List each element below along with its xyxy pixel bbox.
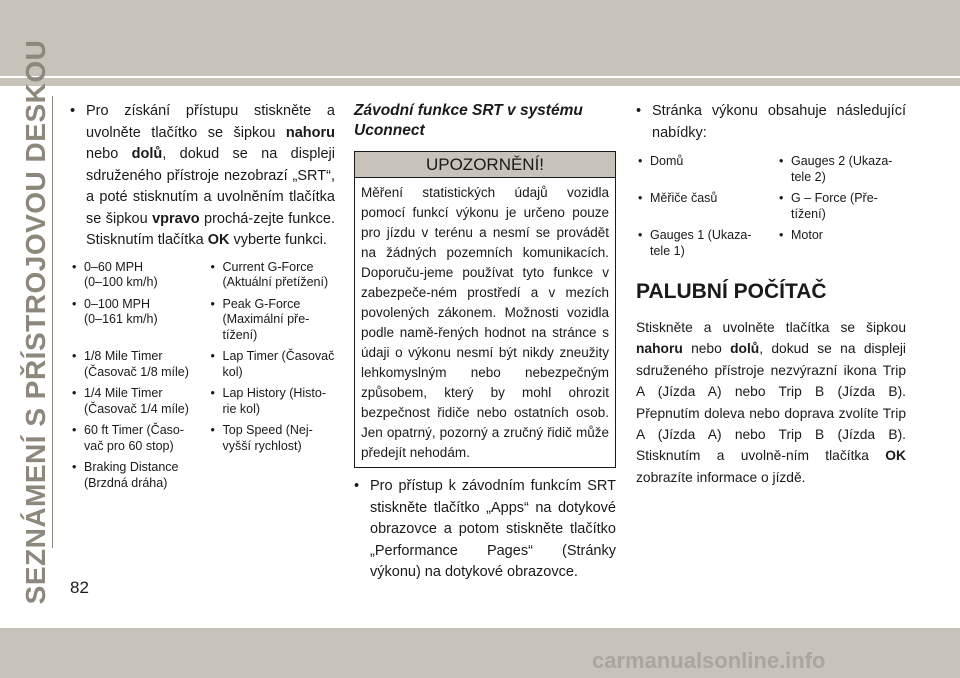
trip-computer-text	[636, 317, 906, 488]
list-item	[70, 460, 203, 491]
list-item	[70, 297, 203, 344]
apps-instructions: • Pro přístup k závodním funkcím SRT stiskněte tlačítko „Apps“ na dotykové obrazovce a potom stiskněte tlačítko „Performance Pages“ (Stránky výkonu) na dotykové obrazovce.	[354, 476, 616, 584]
item-line: rie kol)	[222, 401, 261, 416]
list-item	[70, 349, 203, 380]
bold-text: dolů	[730, 341, 760, 357]
item-line: kol)	[222, 364, 243, 379]
list-item	[209, 349, 342, 380]
item-line: • G – Force (Pře-	[791, 191, 878, 205]
item-line: • 1/8 Mile Timer	[84, 349, 163, 363]
item-line: • Měřiče časů	[650, 191, 718, 205]
item-line: (Maximální pře-tížení)	[222, 312, 310, 342]
list-item	[70, 260, 203, 291]
text: nebo	[86, 146, 132, 162]
list-item	[209, 423, 342, 454]
bold-text: OK	[885, 448, 906, 464]
list-item	[209, 297, 342, 344]
warning-text: Měření statistických údajů vozidla pomocí funkcí výkonu je určeno pouze pro jízdu v terénu a nesmí se provádět na žádných pozemních komunikacích. Doporuču-jeme používat tyto funkce v zabezpeče-ném prostředí a v mezích povolených zákonem. Možnosti vozidla podle namě-řených hodnot na stránce s údaji o výkonu nesmí být nikdy zneužity lehkomyslným nebo nebezpečným způsobem, který by mohl ohrozit bezpečnost řidiče nebo ostatních osob. Jen opatrný, pozorný a zručný řidič může předejít nehodám.	[361, 185, 609, 460]
item-line: tele 2)	[791, 169, 826, 184]
item-line: • Gauges 2 (Ukaza-	[791, 154, 893, 168]
item-line: • Lap History (Histo-	[222, 386, 326, 400]
item-line: (Brzdná dráha)	[84, 475, 168, 490]
item-line: • 60 ft Timer (Časo-	[84, 423, 185, 437]
section-heading: Závodní funkce SRT v systému Uconnect	[354, 102, 583, 139]
sidebar-rule	[52, 96, 53, 548]
list-item	[636, 228, 771, 259]
item-line: • Motor	[791, 228, 823, 242]
page-number: 82	[70, 578, 89, 597]
item-line: (Aktuální přetížení)	[222, 275, 329, 289]
item-line: • 1/4 Mile Timer	[84, 386, 163, 400]
list-item	[636, 191, 771, 222]
item-line: • Gauges 1 (Ukaza-	[650, 228, 752, 242]
item-line: tížení)	[791, 206, 826, 221]
list-item	[70, 386, 203, 417]
list-item	[777, 228, 912, 259]
item-line: (Časovač 1/4 míle)	[84, 401, 189, 416]
bold-text: OK	[207, 232, 230, 248]
item-line: • Domů	[650, 154, 684, 168]
bold-text: vpravo	[152, 210, 200, 227]
item-line: • Top Speed (Nej-	[222, 423, 313, 437]
trip-computer-heading: PALUBNÍ POČÍTAČ	[636, 280, 827, 303]
list-item	[70, 423, 203, 454]
text: , dokud se na displeji sdruženého přístroje nezobrazí „SRT“, a poté stisknutím a uvolněním tlačítka se šipkou	[86, 146, 335, 227]
bold-text: dolů	[131, 146, 163, 162]
bold-text: nahoru	[285, 124, 335, 141]
warning-box	[354, 151, 616, 468]
section-sidebar	[20, 39, 52, 605]
column-left	[70, 101, 335, 491]
list-item	[209, 386, 342, 417]
access-instructions	[70, 101, 335, 252]
warning-title: UPOZORNĚNÍ!	[355, 152, 615, 178]
text: zobrazíte informace o jízdě.	[636, 469, 806, 485]
item-line: • Lap Timer (Časovač	[222, 349, 335, 363]
list-item	[777, 154, 912, 185]
list-item	[636, 154, 771, 185]
item-line: • 0–60 MPH	[84, 259, 144, 274]
srt-feature-list	[70, 260, 335, 492]
item-line: tele 1)	[650, 243, 685, 258]
text: , dokud se na displeji sdruženého přístroje nezvýrazní ikona Trip A (Jízda A) nebo Trip B (Jízda B). Přepnutím doleva nebo doprava zvolíte Trip A (Jízda A) nebo Trip B (Jízda B). Stisknutím a uvolně-ním tlačítka	[636, 341, 906, 464]
watermark: carmanualsonline.info	[592, 648, 826, 673]
performance-page-intro: • Stránka výkonu obsahuje následující nabídky:	[636, 101, 906, 144]
item-line: vač pro 60 stop)	[84, 438, 174, 453]
header-rule	[0, 76, 960, 78]
list-item	[777, 191, 912, 222]
item-line: (0–100 km/h)	[84, 275, 158, 289]
item-line: (0–161 km/h)	[84, 312, 158, 326]
text: prochá-zejte funkce. Stisknutím tlačítka	[86, 210, 335, 248]
text: vyberte funkci.	[229, 232, 327, 248]
column-right	[636, 101, 906, 488]
text: Pro získání přístupu stiskněte a uvolněte tlačítko se šipkou	[86, 103, 335, 141]
section-title: SEZNÁMENÍ S PŘÍSTROJOVOU DESKOU	[20, 39, 51, 605]
item-line: • Peak G-Force	[222, 296, 301, 311]
item-line: • 0–100 MPH	[84, 296, 151, 311]
item-line: • Current G-Force	[222, 259, 314, 274]
bold-text: nahoru	[636, 341, 683, 357]
item-line: vyšší rychlost)	[222, 438, 302, 453]
item-line: • Braking Distance	[84, 460, 179, 474]
item-line: (Časovač 1/8 míle)	[84, 364, 189, 379]
text: nebo	[682, 341, 731, 357]
header-band	[0, 0, 960, 86]
text: Stiskněte a uvolněte tlačítka se šipkou	[636, 320, 906, 335]
performance-menu-list	[636, 154, 906, 259]
list-item	[209, 260, 342, 291]
column-middle	[354, 101, 616, 584]
